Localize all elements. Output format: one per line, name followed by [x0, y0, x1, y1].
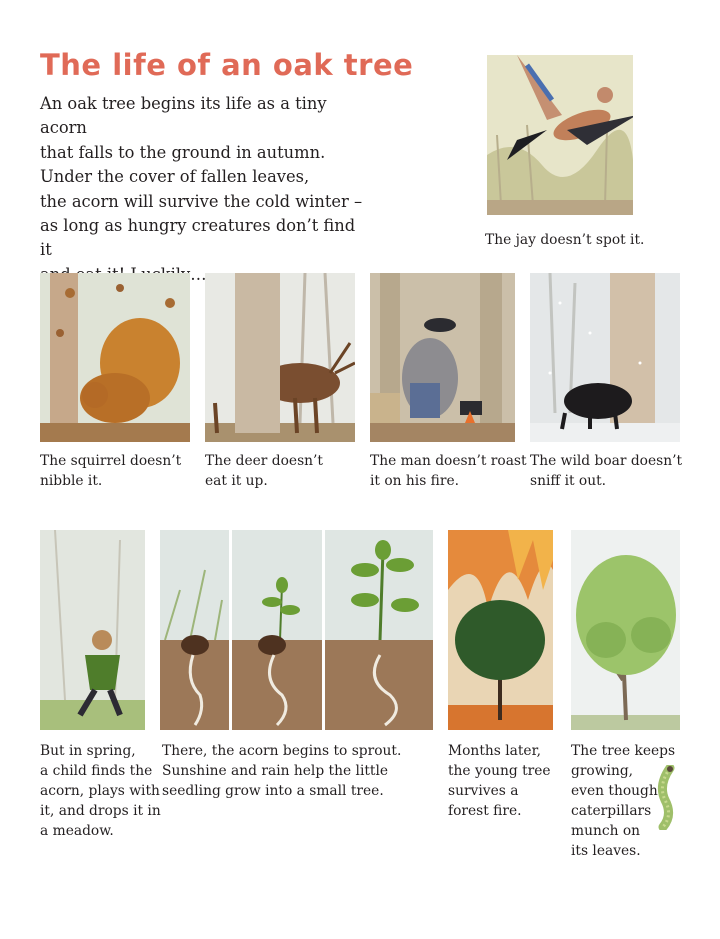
squirrel-illustration: [40, 273, 190, 442]
man-fire-illustration: [370, 273, 515, 442]
caption-boar: The wild boar doesn’t sniff it out.: [530, 453, 683, 489]
deer-illustration: [205, 273, 355, 442]
sprout-illustration-2: [232, 530, 322, 730]
caption-deer: The deer doesn’t eat it up.: [205, 453, 323, 489]
jay-illustration: [487, 55, 633, 215]
caption-fire: Months later, the young tree survives a forest fire.: [448, 743, 551, 819]
sprout-illustration-1: [160, 530, 229, 730]
caption-sprout: There, the acorn begins to sprout. Sunshine and rain help the little seedling grow into a small tree.: [162, 743, 402, 799]
intro-paragraph: An oak tree begins its life as a tiny acorn that falls to the ground in autumn. Under the cover of fallen leaves, the acorn will survive the cold winter – as long as hungry creatures don’t find it: [40, 94, 363, 260]
wild-boar-illustration: [530, 273, 680, 442]
page-title: The life of an oak tree: [40, 48, 414, 82]
caption-squirrel: The squirrel doesn’t nibble it.: [40, 453, 182, 489]
child-illustration: [40, 530, 145, 730]
caption-grow: The tree keeps growing, even though caterpillars munch on its leaves.: [571, 743, 676, 859]
grown-tree-illustration: [571, 530, 680, 730]
caption-man: The man doesn’t roast it on his fire.: [370, 453, 527, 489]
sprout-illustration-3: [325, 530, 433, 730]
caption-jay: The jay doesn’t spot it.: [485, 232, 645, 248]
forest-fire-illustration: [448, 530, 553, 730]
caption-child: But in spring, a child finds the acorn, plays with it, and drops it in a meadow.: [40, 743, 161, 839]
caterpillar-illustration: [655, 765, 677, 830]
